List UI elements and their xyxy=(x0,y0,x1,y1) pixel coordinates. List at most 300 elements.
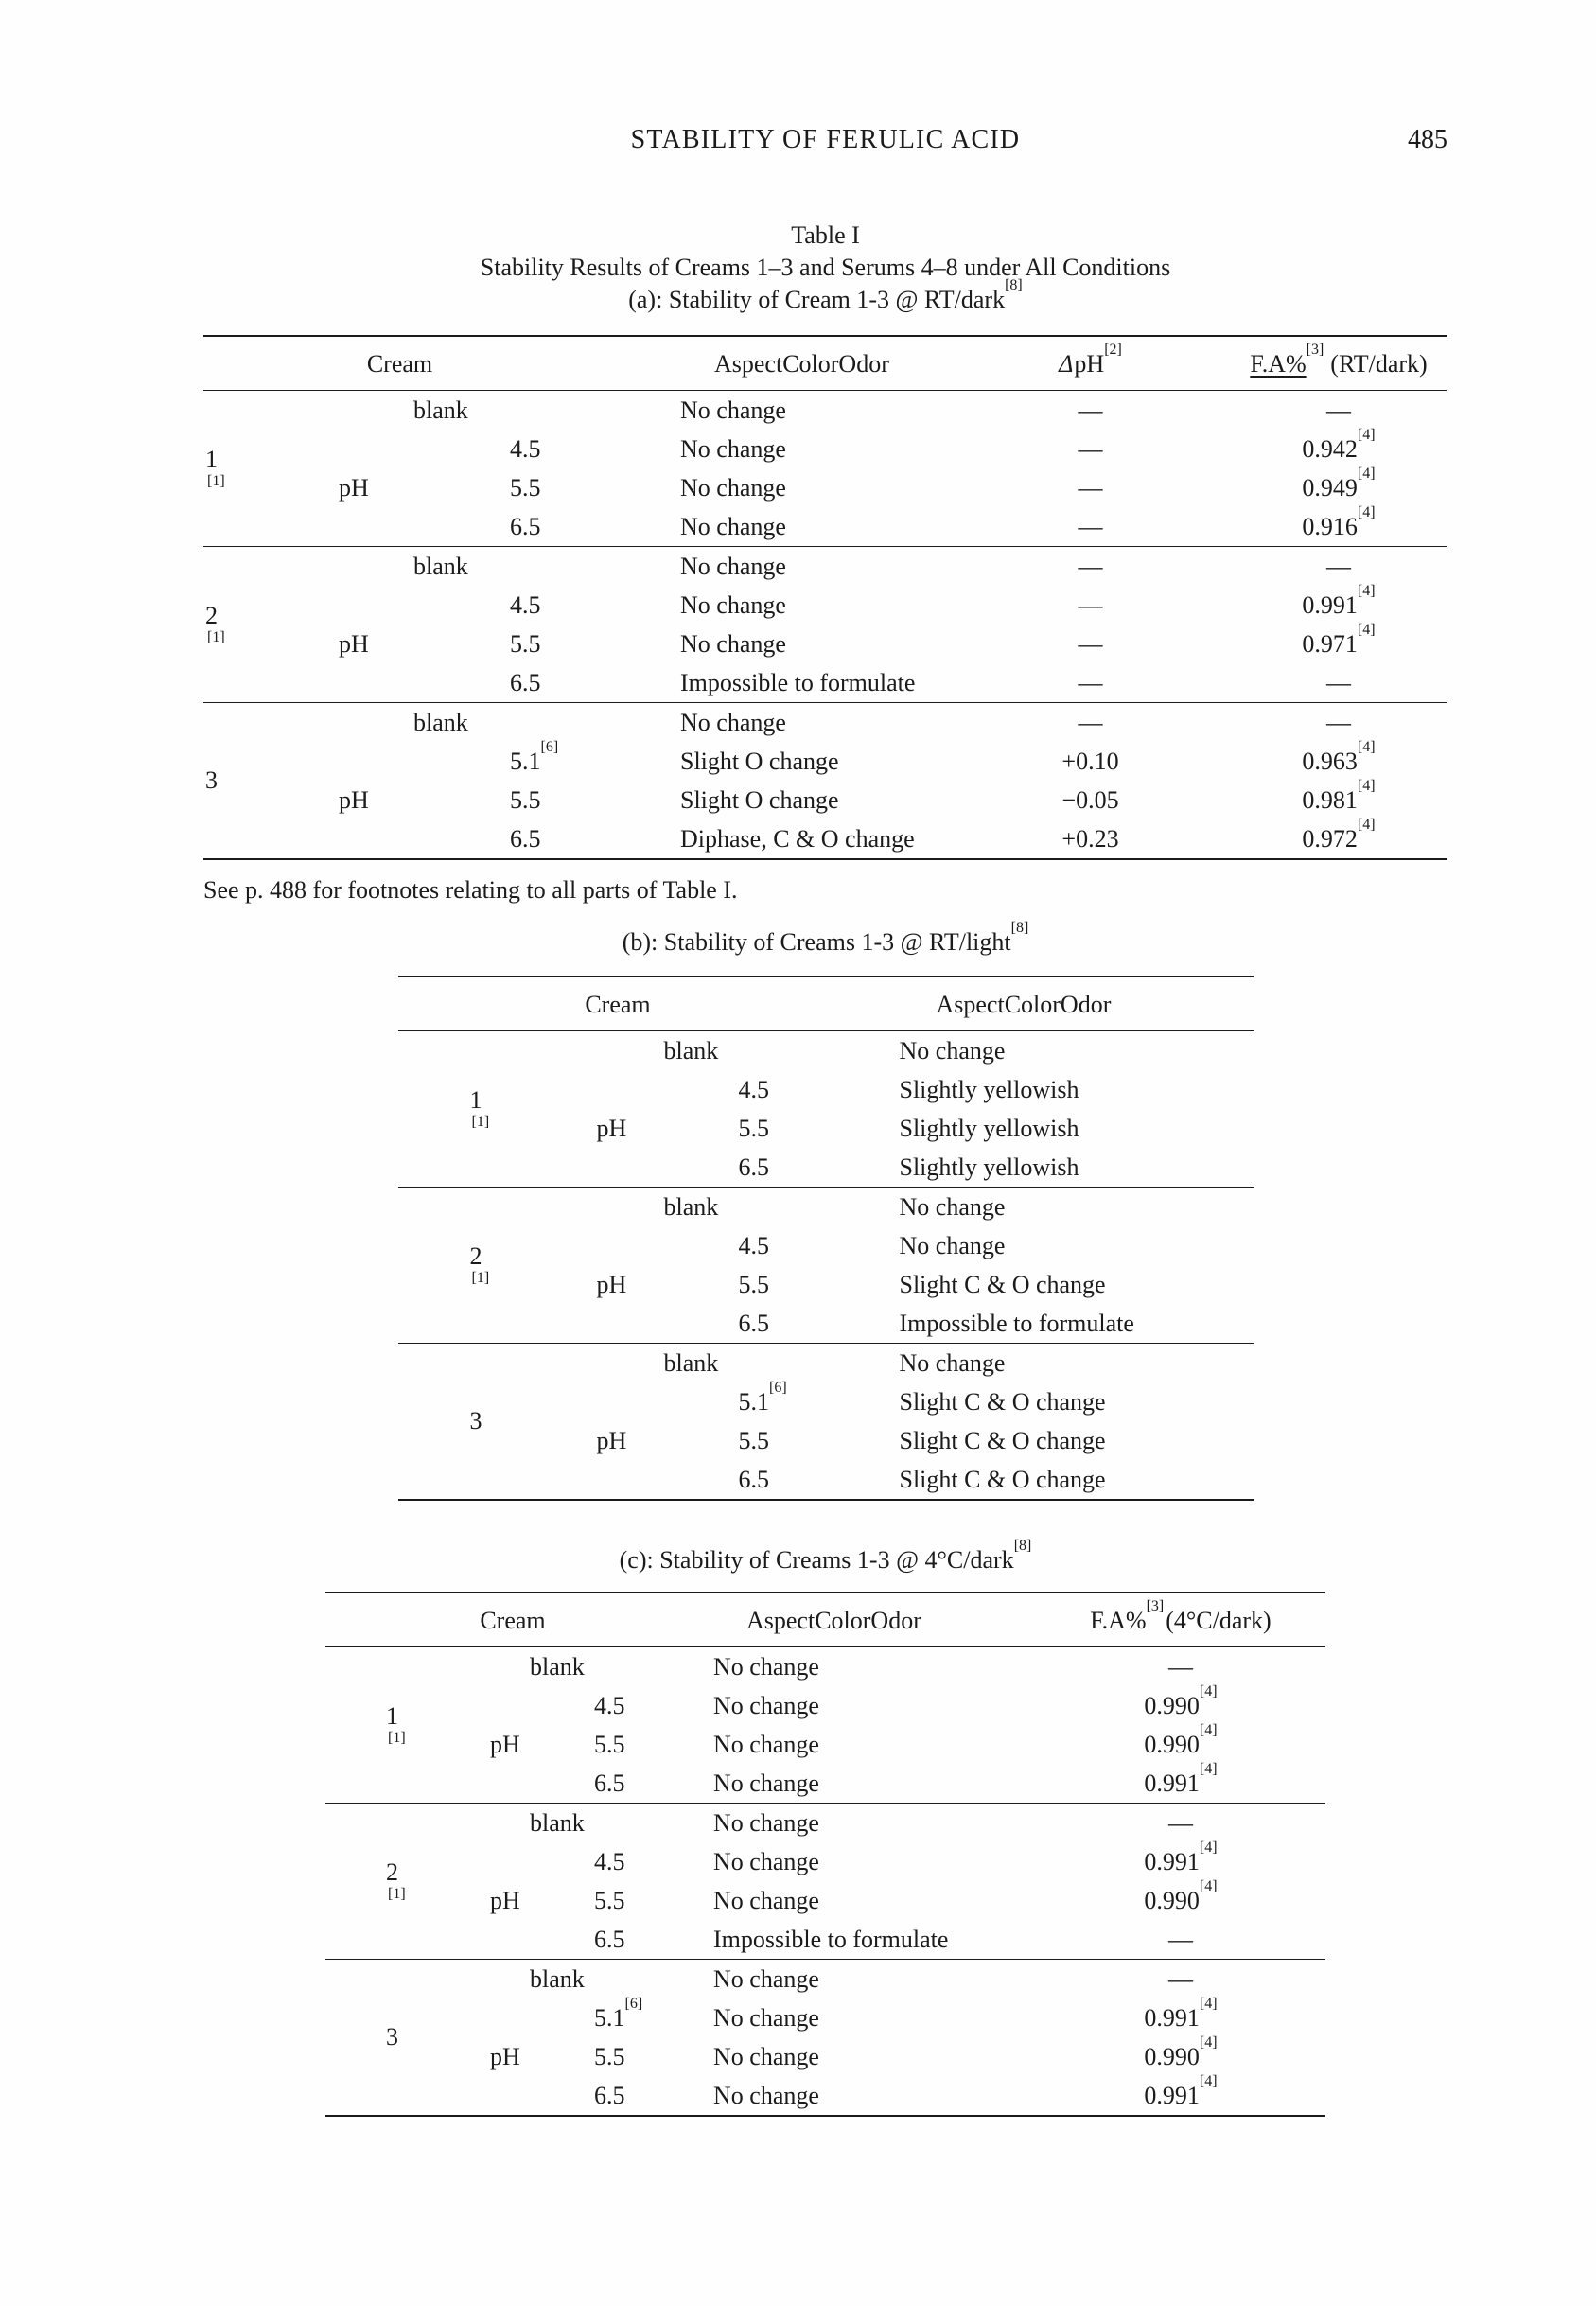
cell-fa xyxy=(1178,504,1447,546)
subtable-b-header-row xyxy=(398,977,1254,1031)
cream-number: 1 xyxy=(386,1702,398,1730)
group-rows xyxy=(322,391,1447,546)
cell-ph-label xyxy=(517,1226,621,1265)
cell-delta-ph: +0.10 xyxy=(1061,748,1119,775)
cell-ph-value xyxy=(402,819,596,858)
footnote-marker: [4] xyxy=(1357,739,1376,756)
cell-aspect: No change xyxy=(713,1965,819,1993)
footnote-marker: [1] xyxy=(471,1270,490,1286)
table-row xyxy=(517,1382,1254,1421)
fa-label: F.A% xyxy=(1250,350,1307,378)
fa-value: 0.971 xyxy=(1302,630,1358,658)
footnote-marker: [4] xyxy=(1357,466,1376,483)
cell-ph-value xyxy=(621,1109,838,1148)
footnote-marker: [6] xyxy=(624,1996,643,2013)
cell-ph-label xyxy=(322,586,402,625)
cell-ph-value xyxy=(520,1725,700,1764)
column-header-aspect: AspectColorOdor xyxy=(746,1607,921,1634)
footnote-marker: [4] xyxy=(1357,778,1376,795)
cell-ph-value xyxy=(621,1460,838,1499)
footnote-marker: [8] xyxy=(1013,1538,1032,1555)
footnote-marker: [4] xyxy=(1357,817,1376,834)
footnote-marker: [4] xyxy=(1357,504,1376,521)
table-row xyxy=(322,703,1447,742)
group-rows xyxy=(322,547,1447,702)
cell-delta-ph: +0.23 xyxy=(1061,825,1119,853)
table-row xyxy=(517,1421,1254,1460)
column-header-aspect: AspectColorOdor xyxy=(936,991,1112,1018)
delta-ph-label: pH xyxy=(1074,350,1105,378)
cell-fa xyxy=(1178,819,1447,858)
cream-number: 2 xyxy=(205,602,218,629)
subtable-c-header-row xyxy=(325,1593,1325,1647)
cream-number: 3 xyxy=(205,766,218,794)
cell-ph-value xyxy=(402,781,596,819)
cell-ph-label xyxy=(517,1188,621,1226)
subtable-c xyxy=(325,1592,1325,2117)
cell-ph-label xyxy=(445,1804,520,1842)
cell-fa xyxy=(1036,1722,1325,1764)
cell-delta-ph: — xyxy=(1078,669,1103,696)
ph-value: 4.5 xyxy=(594,1692,625,1719)
fa-value: 0.991 xyxy=(1144,2004,1200,2032)
cell-aspect: No change xyxy=(899,1037,1006,1065)
cell-delta-ph: — xyxy=(1078,396,1103,424)
cell-aspect: No change xyxy=(680,474,786,502)
cell-ph-value xyxy=(621,1265,838,1304)
table-row xyxy=(445,1842,1325,1881)
ph-value: 5.1 xyxy=(510,748,541,775)
cream-number-cell xyxy=(325,1960,445,2115)
cell-ph-value xyxy=(402,663,596,702)
cell-ph-value xyxy=(621,1421,838,1460)
ph-value: 5.5 xyxy=(594,1887,625,1914)
cell-ph-label xyxy=(322,819,402,858)
cell-ph-label: pH xyxy=(490,1887,520,1914)
cell-aspect: Impossible to formulate xyxy=(680,669,916,696)
ph-value: 6.5 xyxy=(594,1926,625,1953)
cell-ph-label: pH xyxy=(339,786,369,814)
cell-blank-label: blank xyxy=(413,709,468,736)
fa-value: — xyxy=(1326,709,1351,736)
cell-delta-ph: — xyxy=(1078,709,1103,736)
table-row xyxy=(445,1683,1325,1725)
fa-value: 0.991 xyxy=(1302,591,1358,619)
fa-condition-label: (RT/dark) xyxy=(1330,350,1428,378)
cell-ph-label xyxy=(445,1842,520,1881)
table-row xyxy=(517,1460,1254,1499)
cell-fa xyxy=(1036,1683,1325,1725)
table-row xyxy=(517,1148,1254,1187)
table-row xyxy=(445,2034,1325,2076)
fa-value: 0.949 xyxy=(1302,474,1358,502)
cell-fa xyxy=(1178,391,1447,430)
cell-ph-label xyxy=(322,430,402,468)
cell-ph-label: pH xyxy=(490,1731,520,1758)
cell-ph-value xyxy=(402,468,596,507)
cell-fa xyxy=(1036,2073,1325,2115)
cream-group xyxy=(398,1031,1254,1188)
cream-number-cell xyxy=(203,547,322,702)
cell-fa xyxy=(1036,2034,1325,2076)
cell-ph-value xyxy=(621,1226,838,1265)
table-row xyxy=(517,1304,1254,1343)
cell-blank-label: blank xyxy=(413,396,468,424)
ph-value: 5.5 xyxy=(510,474,541,502)
cell-ph-label: pH xyxy=(596,1115,627,1142)
cell-aspect: No change xyxy=(680,709,786,736)
footnote-marker: [3] xyxy=(1146,1598,1165,1615)
table-row xyxy=(517,1109,1254,1148)
footnote-marker: [6] xyxy=(769,1380,787,1397)
footnote-marker: [8] xyxy=(1005,277,1023,294)
cell-ph-value xyxy=(520,2037,700,2076)
cell-ph-label xyxy=(322,507,402,546)
page-content xyxy=(203,0,1447,2117)
cell-ph-label: pH xyxy=(339,630,369,658)
cell-ph-value xyxy=(621,1382,838,1421)
subtable-a xyxy=(203,335,1447,860)
footnote-marker: [8] xyxy=(1010,920,1029,937)
footnote-marker: [2] xyxy=(1104,342,1122,359)
subtable-b-caption-text: (b): Stability of Creams 1-3 @ RT/light xyxy=(622,928,1011,956)
cell-ph-value xyxy=(402,507,596,546)
cream-number: 2 xyxy=(386,1858,398,1886)
fa-value: — xyxy=(1168,1809,1193,1837)
cell-fa xyxy=(1178,739,1447,781)
column-header-cream: Cream xyxy=(366,350,433,378)
table-row xyxy=(322,663,1447,702)
cell-fa xyxy=(1036,1761,1325,1803)
cell-ph-label xyxy=(517,1382,621,1421)
cell-ph-value xyxy=(520,1764,700,1803)
cell-aspect: Slight O change xyxy=(680,786,839,814)
cell-delta-ph: — xyxy=(1078,513,1103,540)
cell-fa xyxy=(1178,583,1447,625)
cream-number: 3 xyxy=(469,1407,482,1435)
cell-ph-label xyxy=(322,547,402,586)
subtable-c-body xyxy=(325,1647,1325,2115)
table-row xyxy=(445,1998,1325,2037)
ph-value: 5.5 xyxy=(738,1427,769,1454)
cell-aspect: No change xyxy=(713,2004,819,2032)
table-row xyxy=(322,427,1447,468)
column-header-aspect: AspectColorOdor xyxy=(714,350,889,378)
cream-number: 3 xyxy=(386,2023,398,2051)
table-row xyxy=(322,778,1447,819)
table-row xyxy=(445,1920,1325,1959)
cell-blank-label: blank xyxy=(663,1193,719,1221)
subtable-b-caption xyxy=(203,920,1447,959)
cell-ph-label xyxy=(322,391,402,430)
ph-value: 6.5 xyxy=(510,825,541,853)
footnote-marker: [3] xyxy=(1306,342,1324,359)
fa-value: — xyxy=(1168,1926,1193,1953)
cream-number-cell xyxy=(398,1344,517,1499)
cell-aspect: No change xyxy=(713,1848,819,1875)
table-row xyxy=(322,583,1447,625)
cell-delta-ph: — xyxy=(1078,553,1103,580)
cell-ph-label xyxy=(517,1304,621,1343)
cell-blank-label: blank xyxy=(663,1037,719,1065)
ph-value: 5.5 xyxy=(510,630,541,658)
cell-ph-label: pH xyxy=(490,2043,520,2070)
footnote-marker: [6] xyxy=(540,739,559,756)
cell-fa xyxy=(1178,468,1447,507)
cell-aspect: Slight C & O change xyxy=(899,1388,1106,1416)
footnote-marker: [4] xyxy=(1357,427,1376,444)
cell-ph-label xyxy=(445,2076,520,2115)
ph-value: 6.5 xyxy=(510,669,541,696)
footnote-marker: [1] xyxy=(471,1114,490,1130)
ph-value: 5.5 xyxy=(738,1271,769,1298)
cell-delta-ph: — xyxy=(1078,474,1103,502)
cell-ph-value xyxy=(520,1686,700,1725)
table-row xyxy=(322,468,1447,507)
cream-number-cell xyxy=(325,1804,445,1959)
table-row xyxy=(445,1960,1325,1998)
fa-value: — xyxy=(1326,553,1351,580)
cream-group xyxy=(325,1647,1325,1804)
fa-value: 0.990 xyxy=(1144,1887,1200,1914)
cell-aspect: No change xyxy=(713,1887,819,1914)
column-header-cream: Cream xyxy=(480,1607,546,1634)
subtable-a-caption-text: (a): Stability of Cream 1-3 @ RT/dark xyxy=(628,286,1006,313)
cell-delta-ph: — xyxy=(1078,591,1103,619)
cell-aspect: No change xyxy=(899,1232,1006,1259)
cell-delta-ph: — xyxy=(1078,630,1103,658)
cell-fa xyxy=(1178,663,1447,702)
table-row xyxy=(445,1804,1325,1842)
cell-blank-label: blank xyxy=(663,1349,719,1377)
cell-ph-value xyxy=(402,586,596,625)
cell-ph-label xyxy=(445,1686,520,1725)
cell-delta-ph: — xyxy=(1078,435,1103,463)
cell-ph-label xyxy=(445,1960,520,1998)
cell-aspect: No change xyxy=(680,553,786,580)
table-row xyxy=(517,1188,1254,1226)
ph-value: 5.5 xyxy=(594,2043,625,2070)
footnote-marker: [1] xyxy=(207,629,225,645)
fa-value: 0.990 xyxy=(1144,2043,1200,2070)
footnote-marker: [4] xyxy=(1199,2034,1218,2051)
cell-aspect: Diphase, C & O change xyxy=(680,825,915,853)
cream-number: 1 xyxy=(205,446,218,473)
fa-value: 0.972 xyxy=(1302,825,1358,853)
group-rows xyxy=(517,1344,1254,1499)
table-row xyxy=(517,1344,1254,1382)
page-number: 485 xyxy=(1408,125,1447,154)
cream-group xyxy=(203,703,1447,858)
subtable-a-header-row xyxy=(203,337,1447,391)
cell-aspect: Slight C & O change xyxy=(899,1427,1106,1454)
cell-aspect: Slight O change xyxy=(680,748,839,775)
subtable-a-caption xyxy=(203,277,1447,316)
cell-aspect: No change xyxy=(680,630,786,658)
cream-number-cell xyxy=(398,1188,517,1343)
cream-number-cell xyxy=(398,1031,517,1187)
cell-aspect: Slightly yellowish xyxy=(899,1153,1079,1181)
table-subtitle: Stability Results of Creams 1–3 and Serums 4–8 under All Conditions xyxy=(480,254,1171,281)
group-rows xyxy=(445,1960,1325,2115)
cell-aspect: No change xyxy=(680,396,786,424)
table-row xyxy=(322,819,1447,858)
fa-value: 0.991 xyxy=(1144,1848,1200,1875)
table-row xyxy=(445,1647,1325,1686)
table-row xyxy=(322,622,1447,663)
group-rows xyxy=(445,1804,1325,1959)
fa-value: 0.942 xyxy=(1302,435,1358,463)
ph-value: 5.5 xyxy=(738,1115,769,1142)
cell-ph-value xyxy=(520,2076,700,2115)
table-row xyxy=(322,391,1447,430)
cell-ph-label xyxy=(322,663,402,702)
subtable-b-body xyxy=(398,1031,1254,1499)
cell-fa xyxy=(1036,1960,1325,1998)
cell-ph-label xyxy=(445,1998,520,2037)
table-row xyxy=(322,547,1447,586)
cream-group xyxy=(325,1960,1325,2115)
ph-value: 4.5 xyxy=(594,1848,625,1875)
cream-number: 2 xyxy=(469,1242,482,1270)
ph-value: 6.5 xyxy=(594,2082,625,2109)
group-rows xyxy=(517,1188,1254,1343)
table-row xyxy=(517,1070,1254,1109)
cell-aspect: No change xyxy=(713,1731,819,1758)
fa-value: — xyxy=(1326,396,1351,424)
cell-aspect: Impossible to formulate xyxy=(713,1926,949,1953)
ph-value: 5.5 xyxy=(594,1731,625,1758)
cell-aspect: No change xyxy=(680,513,786,540)
cream-group xyxy=(203,391,1447,547)
footnote-marker: [4] xyxy=(1199,1722,1218,1739)
cell-ph-label: pH xyxy=(339,474,369,502)
cell-fa xyxy=(1178,622,1447,663)
ph-value: 5.1 xyxy=(594,2004,625,2032)
table-row xyxy=(445,1722,1325,1764)
cell-fa xyxy=(1178,703,1447,742)
cream-number-cell xyxy=(325,1647,445,1803)
cell-fa xyxy=(1036,1842,1325,1881)
cell-ph-label xyxy=(322,703,402,742)
fa-value: — xyxy=(1168,1653,1193,1681)
fa-value: 0.990 xyxy=(1144,1692,1200,1719)
cell-fa xyxy=(1036,1920,1325,1959)
cell-ph-value xyxy=(621,1070,838,1109)
footnote-marker: [4] xyxy=(1357,583,1376,600)
table-row xyxy=(445,1878,1325,1920)
subtable-b xyxy=(398,976,1254,1501)
cell-fa xyxy=(1036,1647,1325,1686)
ph-value: 6.5 xyxy=(738,1310,769,1337)
cream-number-cell xyxy=(203,703,322,858)
ph-value: 4.5 xyxy=(738,1232,769,1259)
cell-aspect: Slight C & O change xyxy=(899,1271,1106,1298)
cream-group xyxy=(325,1804,1325,1960)
fa-label: F.A% xyxy=(1090,1607,1147,1634)
cell-delta-ph: −0.05 xyxy=(1061,786,1119,814)
column-header-delta-ph xyxy=(1003,337,1178,391)
table-row xyxy=(517,1265,1254,1304)
table-row xyxy=(322,504,1447,546)
cell-aspect: Impossible to formulate xyxy=(899,1310,1134,1337)
fa-value: — xyxy=(1168,1965,1193,1993)
subtable-a-body xyxy=(203,391,1447,858)
cell-fa xyxy=(1036,1804,1325,1842)
ph-value: 6.5 xyxy=(738,1153,769,1181)
fa-value: 0.990 xyxy=(1144,1731,1200,1758)
column-header-fa xyxy=(1036,1593,1325,1647)
group-rows xyxy=(322,703,1447,858)
cell-fa xyxy=(1178,778,1447,819)
ph-value: 6.5 xyxy=(594,1769,625,1797)
cell-ph-value xyxy=(621,1148,838,1187)
cell-ph-value xyxy=(402,625,596,663)
footnote-marker: [1] xyxy=(388,1730,406,1746)
running-head xyxy=(203,125,1447,159)
cell-ph-label xyxy=(517,1031,621,1070)
table-row xyxy=(445,1761,1325,1803)
cell-ph-label xyxy=(517,1148,621,1187)
fa-value: 0.963 xyxy=(1302,748,1358,775)
cell-blank-label: blank xyxy=(530,1809,585,1837)
cell-aspect: No change xyxy=(713,2082,819,2109)
cell-fa xyxy=(1178,547,1447,586)
table-row xyxy=(445,2073,1325,2115)
footnote-marker: [4] xyxy=(1199,1683,1218,1700)
cell-ph-label: pH xyxy=(596,1427,627,1454)
fa-value: 0.916 xyxy=(1302,513,1358,540)
fa-value: 0.991 xyxy=(1144,1769,1200,1797)
cell-blank-label: blank xyxy=(530,1965,585,1993)
table-footnote: See p. 488 for footnotes relating to all parts of Table I. xyxy=(203,876,738,904)
cell-blank-label: blank xyxy=(530,1653,585,1681)
footnote-marker: [4] xyxy=(1199,2073,1218,2090)
cell-aspect: Slight C & O change xyxy=(899,1466,1106,1493)
fa-value: — xyxy=(1326,669,1351,696)
cell-ph-value xyxy=(402,430,596,468)
column-header-fa xyxy=(1178,337,1447,391)
cell-aspect: No change xyxy=(713,1653,819,1681)
cell-ph-value xyxy=(621,1304,838,1343)
cell-aspect: No change xyxy=(680,591,786,619)
cell-aspect: Slightly yellowish xyxy=(899,1076,1079,1103)
cell-ph-value xyxy=(402,739,596,781)
cell-ph-value xyxy=(520,1881,700,1920)
table-row xyxy=(517,1031,1254,1070)
column-header-cream: Cream xyxy=(585,991,651,1018)
cell-fa xyxy=(1036,1998,1325,2037)
footnote-marker: [4] xyxy=(1357,622,1376,639)
cell-aspect: No change xyxy=(680,435,786,463)
footnote-marker: [1] xyxy=(388,1886,406,1902)
table-title: Table I xyxy=(791,221,860,249)
cell-ph-label xyxy=(517,1460,621,1499)
group-rows xyxy=(517,1031,1254,1187)
fa-value: 0.981 xyxy=(1302,786,1358,814)
cream-group xyxy=(398,1344,1254,1499)
ph-value: 4.5 xyxy=(738,1076,769,1103)
ph-value: 6.5 xyxy=(510,513,541,540)
footnote-marker: [4] xyxy=(1199,1761,1218,1778)
ph-value: 4.5 xyxy=(510,435,541,463)
table-row xyxy=(322,739,1447,781)
cell-ph-label: pH xyxy=(596,1271,627,1298)
cell-aspect: No change xyxy=(713,2043,819,2070)
ph-value: 5.1 xyxy=(738,1388,769,1416)
cell-aspect: Slightly yellowish xyxy=(899,1115,1079,1142)
cream-group xyxy=(398,1188,1254,1344)
